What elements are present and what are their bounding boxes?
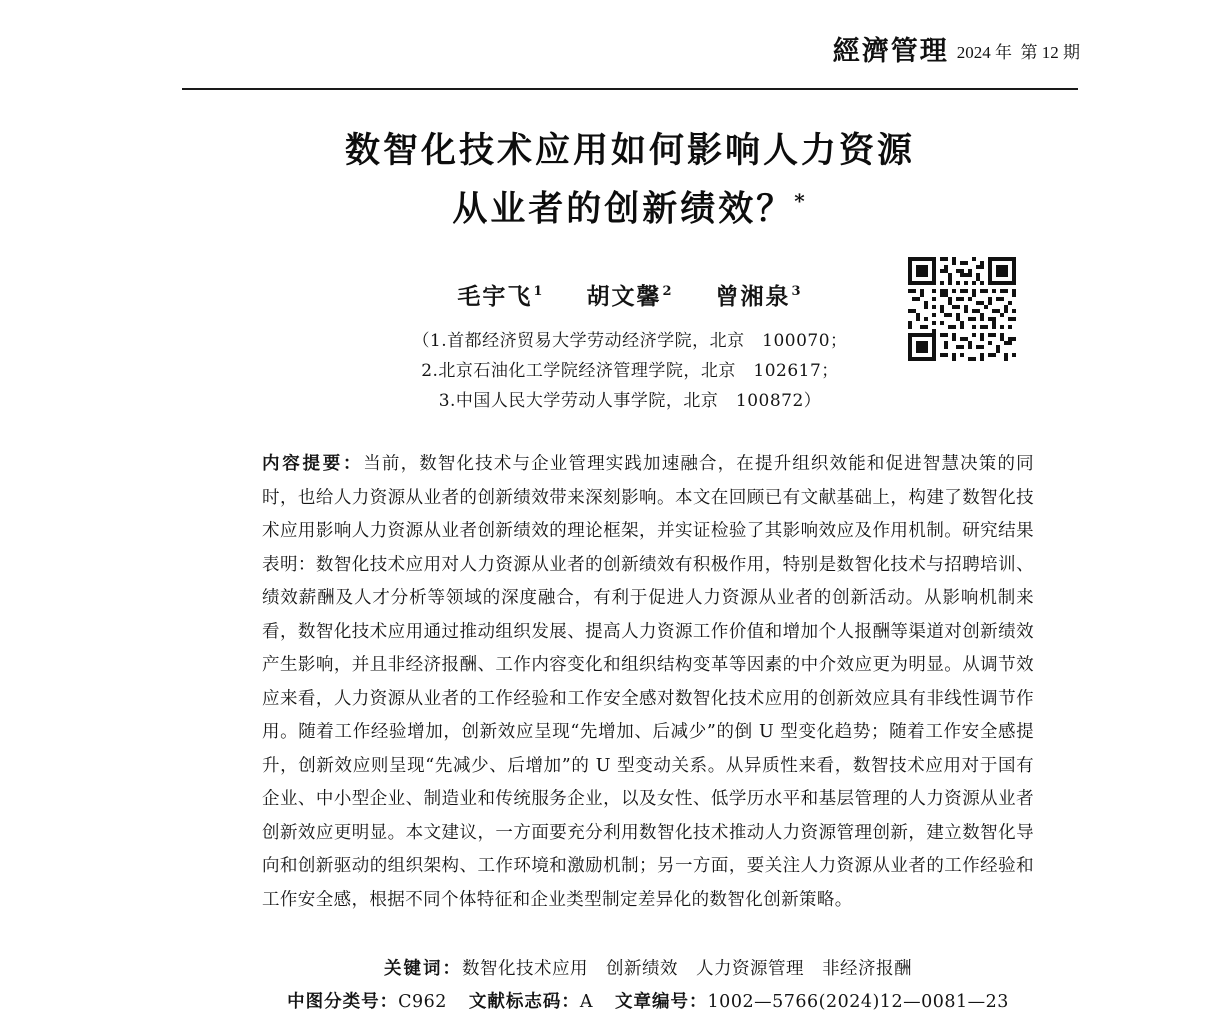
keyword-1: 数智化技术应用 [462, 959, 588, 979]
keyword-4: 非经济报酬 [822, 959, 912, 979]
keyword-3: 人力资源管理 [696, 959, 804, 979]
author-2-affiliation-marker: 2 [662, 284, 674, 300]
author-3-affiliation-marker: 3 [791, 284, 803, 300]
article-meta [262, 988, 1034, 1013]
journal-name: 經濟管理 [832, 36, 949, 67]
qr-code-graphic [908, 257, 1016, 361]
document-code-label: 文献标志码： [468, 992, 580, 1012]
classification-value: C962 [398, 992, 447, 1012]
header-divider [182, 88, 1078, 90]
keyword-2: 创新绩效 [606, 959, 678, 979]
affiliation-3: 3.中国人民大学劳动人事学院，北京 100872） [438, 391, 822, 411]
affiliation-1: （1.首都经济贸易大学劳动经济学院，北京 100070； [412, 331, 848, 351]
title-line-2-text: 从业者的创新绩效？ [452, 188, 795, 230]
title-line-1: 数智化技术应用如何影响人力资源 [344, 130, 915, 171]
author-3 [716, 278, 803, 311]
keywords [262, 955, 1034, 980]
article-number-value: 1002—5766(2024)12—0081—23 [707, 992, 1009, 1012]
issue-info: 2024 年 第 12 期 [956, 43, 1080, 62]
abstract-paragraph [262, 448, 1034, 917]
page-title [180, 126, 1080, 235]
title-footnote-marker: * [794, 189, 808, 213]
author-1-name: 毛宇飞 [457, 283, 533, 310]
document-code-value: A [579, 992, 594, 1012]
abstract-label: 内容提要： [262, 454, 364, 474]
page-header [180, 38, 1080, 65]
classification-number [287, 992, 447, 1012]
author-3-name: 曾湘泉 [715, 283, 791, 310]
author-1-affiliation-marker: 1 [533, 284, 545, 300]
keywords-label: 关键词： [384, 959, 462, 979]
author-1 [457, 278, 544, 311]
author-2-name: 胡文馨 [586, 283, 662, 310]
affiliation-2: 2.北京石油化工学院经济管理学院，北京 102617； [421, 361, 839, 381]
article-number [615, 992, 1009, 1012]
author-2 [586, 278, 673, 311]
classification-label: 中图分类号： [287, 992, 399, 1012]
article-number-label: 文章编号： [615, 992, 708, 1012]
abstract [262, 448, 1034, 917]
title-line-2 [180, 176, 1080, 235]
document-code [469, 992, 593, 1012]
qr-code-icon[interactable] [908, 257, 1016, 361]
abstract-text: 当前，数智化技术与企业管理实践加速融合，在提升组织效能和促进智慧决策的同时，也给人力资源从业者的创新绩效带来深刻影响。本文在回顾已有文献基础上，构建了数智化技术应用影响人力资源从业者创新绩效的理论框架，并实证检验了其影响效应及作用机制。研究结果表明：数智化技术应用对人力资源从业者的创新绩效有积极作用，特别是数智化技术与招聘培训、绩效薪酬及人才分析等领域的深度融合，有利于促进人力资源从业者的创新活动。从影响机制来看，数智化技术应用通过推动组织发展、提高人力资源工作价值和增加个人报酬等渠道对创新绩效产生影响，并且非经济报酬、工作内容变化和组织结构变革等因素的中介效应更为明显。从调节效应来看，人力资源从业者的工作经验和工作安全感对数智化技术应用的创新效应具有非线性调节作用。随着工作经验增加，创新效应呈现“先增加、后减少”的倒 U 型变化趋势；随着工作安全感提升，创新效应则呈现“先减少、后增加”的 U 型变动关系。从异质性来看，数智技术应用对于国有企业、中小型企业、制造业和传统服务企业，以及女性、低学历水平和基层管理的人力资源从业者创新效应更明显。本文建议，一方面要充分利用数智化技术推动人力资源管理创新，建立数智化导向和创新驱动的组织架构、工作环境和激励机制；另一方面，要关注人力资源从业者的工作经验和工作安全感，根据不同个体特征和企业类型制定差异化的数智化创新策略。 [262, 454, 1034, 910]
